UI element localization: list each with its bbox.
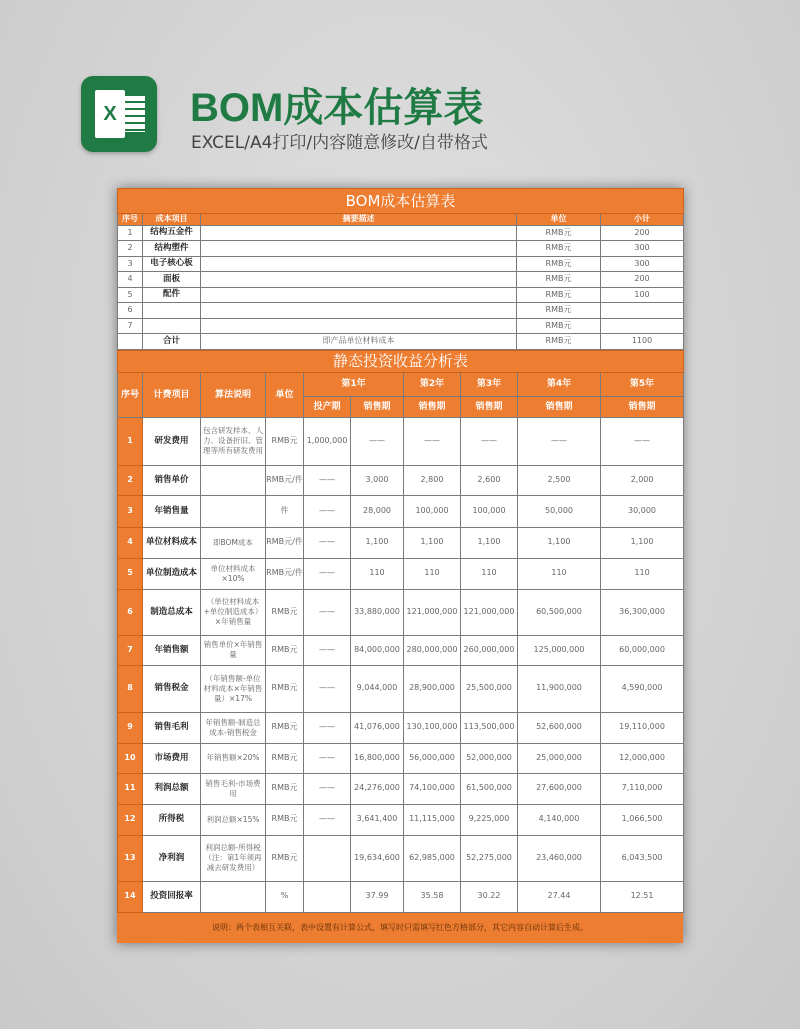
table-cell[interactable]: 110 bbox=[518, 558, 601, 589]
table-cell[interactable]: RMB元 bbox=[517, 256, 601, 272]
table-cell[interactable]: 12.51 bbox=[601, 881, 684, 912]
table-row bbox=[118, 635, 684, 665]
table-cell[interactable]: 2 bbox=[118, 465, 143, 495]
table-cell[interactable]: 23,460,000 bbox=[518, 835, 601, 881]
table-cell[interactable]: 110 bbox=[601, 558, 684, 589]
table-cell[interactable]: 销售税金 bbox=[143, 665, 201, 712]
column-header: 单位 bbox=[517, 214, 601, 226]
table-cell[interactable]: —— bbox=[304, 589, 351, 635]
table-cell[interactable]: 净利润 bbox=[143, 835, 201, 881]
table-cell[interactable] bbox=[601, 303, 684, 319]
table-row bbox=[118, 256, 684, 272]
table-cell[interactable]: 60,000,000 bbox=[601, 635, 684, 665]
table-cell[interactable]: 52,275,000 bbox=[461, 835, 518, 881]
table-cell[interactable]: 结构塑件 bbox=[143, 241, 201, 257]
table-row bbox=[118, 773, 684, 804]
table-cell[interactable]: RMB元 bbox=[517, 287, 601, 303]
table-cell[interactable]: 30.22 bbox=[461, 881, 518, 912]
note: 说明：两个表相互关联，表中设置有计算公式，填写时只需填写红色方格部分，其它内容自动计算后生成。 bbox=[117, 913, 683, 943]
table-cell[interactable]: —— bbox=[304, 527, 351, 558]
table-row bbox=[118, 241, 684, 257]
column-header: 序号 bbox=[118, 372, 143, 417]
table-cell[interactable]: 5 bbox=[118, 558, 143, 589]
column-header: 单位 bbox=[266, 372, 304, 417]
table-cell[interactable]: 27,600,000 bbox=[518, 773, 601, 804]
table-cell[interactable]: 130,100,000 bbox=[404, 712, 461, 743]
table-cell[interactable]: RMB元/件 bbox=[266, 558, 304, 589]
table-cell[interactable]: RMB元 bbox=[517, 303, 601, 319]
table-cell[interactable]: 300 bbox=[601, 256, 684, 272]
table-cell[interactable]: 6,043,500 bbox=[601, 835, 684, 881]
table-cell[interactable]: 19,634,600 bbox=[351, 835, 404, 881]
table-cell[interactable]: 19,110,000 bbox=[601, 712, 684, 743]
table-cell[interactable]: 7 bbox=[118, 635, 143, 665]
table-cell[interactable]: RMB元 bbox=[266, 712, 304, 743]
table-cell[interactable] bbox=[304, 881, 351, 912]
table-cell[interactable]: 52,600,000 bbox=[518, 712, 601, 743]
table-cell[interactable]: 13 bbox=[118, 835, 143, 881]
table-cell[interactable]: 2,500 bbox=[518, 465, 601, 495]
table-cell[interactable]: 56,000,000 bbox=[404, 743, 461, 773]
phase-header: 销售期 bbox=[601, 396, 684, 417]
table-cell[interactable]: 12,000,000 bbox=[601, 743, 684, 773]
table-cell[interactable]: 28,000 bbox=[351, 495, 404, 527]
table-cell[interactable]: 利润总额-所得税（注：第1年须再减去研发费用） bbox=[201, 835, 266, 881]
table-row bbox=[118, 881, 684, 912]
table-cell[interactable]: 1,066,500 bbox=[601, 804, 684, 835]
table-cell[interactable]: 2,000 bbox=[601, 465, 684, 495]
table-cell[interactable]: 52,000,000 bbox=[461, 743, 518, 773]
table-cell[interactable]: RMB元 bbox=[517, 318, 601, 334]
table-cell[interactable]: 37.99 bbox=[351, 881, 404, 912]
table-cell[interactable]: 4 bbox=[118, 272, 143, 288]
bom-title: BOM成本估算表 bbox=[118, 189, 684, 214]
table-cell[interactable]: 结构五金件 bbox=[143, 225, 201, 241]
table-cell[interactable]: —— bbox=[304, 773, 351, 804]
table-cell[interactable]: 单位材料成本×10% bbox=[201, 558, 266, 589]
bom-table bbox=[117, 188, 684, 350]
table-cell[interactable]: 280,000,000 bbox=[404, 635, 461, 665]
table-cell[interactable]: 1 bbox=[118, 225, 143, 241]
table-cell[interactable]: 50,000 bbox=[518, 495, 601, 527]
table-cell[interactable]: 即BOM成本 bbox=[201, 527, 266, 558]
table-row bbox=[118, 558, 684, 589]
table-cell[interactable]: 11,115,000 bbox=[404, 804, 461, 835]
column-header: 成本项目 bbox=[143, 214, 201, 226]
table-cell[interactable]: —— bbox=[404, 417, 461, 465]
table-cell[interactable]: 销售单价 bbox=[143, 465, 201, 495]
table-cell[interactable]: 300 bbox=[601, 241, 684, 257]
table-row bbox=[118, 465, 684, 495]
table-row bbox=[118, 318, 684, 334]
table-cell[interactable]: —— bbox=[461, 417, 518, 465]
column-header: 摘要描述 bbox=[201, 214, 517, 226]
table-cell[interactable]: 36,300,000 bbox=[601, 589, 684, 635]
year-header: 第2年 bbox=[404, 372, 461, 396]
table-row bbox=[118, 589, 684, 635]
table-cell[interactable]: 35.58 bbox=[404, 881, 461, 912]
table-cell[interactable]: 即产品单位材料成本 bbox=[201, 334, 517, 350]
table-cell[interactable]: 年销售额×20% bbox=[201, 743, 266, 773]
table-cell[interactable]: 11 bbox=[118, 773, 143, 804]
table-cell[interactable]: 制造总成本 bbox=[143, 589, 201, 635]
table-cell[interactable]: 62,985,000 bbox=[404, 835, 461, 881]
table-cell[interactable]: 14 bbox=[118, 881, 143, 912]
table-cell[interactable] bbox=[143, 303, 201, 319]
table-row bbox=[118, 287, 684, 303]
table-row bbox=[118, 225, 684, 241]
year-header: 第5年 bbox=[601, 372, 684, 396]
table-cell[interactable]: 100,000 bbox=[461, 495, 518, 527]
table-cell[interactable]: 1,100 bbox=[518, 527, 601, 558]
table-cell[interactable]: 24,276,000 bbox=[351, 773, 404, 804]
table-cell[interactable]: 3 bbox=[118, 256, 143, 272]
table-cell[interactable]: 6 bbox=[118, 303, 143, 319]
table-cell[interactable]: 所得税 bbox=[143, 804, 201, 835]
table-cell[interactable]: RMB元 bbox=[517, 334, 601, 350]
table-cell[interactable]: RMB元 bbox=[266, 804, 304, 835]
table-cell[interactable]: 1,100 bbox=[601, 527, 684, 558]
table-cell[interactable] bbox=[201, 303, 517, 319]
table-cell[interactable]: 84,000,000 bbox=[351, 635, 404, 665]
table-cell[interactable] bbox=[304, 835, 351, 881]
table-cell[interactable]: 30,000 bbox=[601, 495, 684, 527]
table-cell[interactable]: 41,076,000 bbox=[351, 712, 404, 743]
table-cell[interactable]: 1 bbox=[118, 417, 143, 465]
table-cell[interactable]: 9,044,000 bbox=[351, 665, 404, 712]
table-cell[interactable]: 利润总额×15% bbox=[201, 804, 266, 835]
table-row bbox=[118, 334, 684, 350]
table-row bbox=[118, 417, 684, 465]
table-cell[interactable]: 4,590,000 bbox=[601, 665, 684, 712]
table-cell[interactable]: 3,000 bbox=[351, 465, 404, 495]
table-cell[interactable]: RMB元 bbox=[266, 743, 304, 773]
table-cell[interactable]: 110 bbox=[404, 558, 461, 589]
table-cell[interactable] bbox=[201, 495, 266, 527]
table-cell[interactable]: （年销售额-单位材料成本×年销售量）×17% bbox=[201, 665, 266, 712]
table-cell[interactable]: 33,880,000 bbox=[351, 589, 404, 635]
table-row bbox=[118, 804, 684, 835]
table-cell[interactable]: 11,900,000 bbox=[518, 665, 601, 712]
table-cell[interactable] bbox=[201, 465, 266, 495]
table-cell[interactable]: 配件 bbox=[143, 287, 201, 303]
table-cell[interactable]: 1,100 bbox=[351, 527, 404, 558]
table-cell[interactable]: —— bbox=[304, 743, 351, 773]
table-cell[interactable]: 12 bbox=[118, 804, 143, 835]
table-cell[interactable]: 113,500,000 bbox=[461, 712, 518, 743]
table-cell[interactable]: 8 bbox=[118, 665, 143, 712]
table-cell[interactable]: 100,000 bbox=[404, 495, 461, 527]
table-cell[interactable]: RMB元 bbox=[517, 241, 601, 257]
phase-header: 销售期 bbox=[404, 396, 461, 417]
table-cell[interactable]: 3 bbox=[118, 495, 143, 527]
table-cell[interactable]: RMB元 bbox=[266, 665, 304, 712]
table-cell[interactable]: 2,600 bbox=[461, 465, 518, 495]
table-cell[interactable]: 4,140,000 bbox=[518, 804, 601, 835]
table-row bbox=[118, 835, 684, 881]
table-cell[interactable] bbox=[201, 318, 517, 334]
table-cell[interactable]: RMB元 bbox=[266, 835, 304, 881]
table-cell[interactable]: RMB元 bbox=[517, 225, 601, 241]
table-row bbox=[118, 272, 684, 288]
table-cell[interactable] bbox=[143, 318, 201, 334]
table-cell[interactable]: 27.44 bbox=[518, 881, 601, 912]
table-row bbox=[118, 712, 684, 743]
table-cell[interactable]: 110 bbox=[351, 558, 404, 589]
table-cell[interactable]: 年销售额-制造总成本-销售税金 bbox=[201, 712, 266, 743]
table-cell[interactable]: 25,000,000 bbox=[518, 743, 601, 773]
table-row bbox=[118, 303, 684, 319]
table-cell[interactable]: 销售毛利-市场费用 bbox=[201, 773, 266, 804]
table-cell[interactable]: RMB元/件 bbox=[266, 527, 304, 558]
table-cell[interactable]: 市场费用 bbox=[143, 743, 201, 773]
page-title: BOM成本估算表 bbox=[190, 86, 484, 130]
table-cell[interactable]: —— bbox=[304, 558, 351, 589]
year-header: 第3年 bbox=[461, 372, 518, 396]
table-cell[interactable]: 合计 bbox=[143, 334, 201, 350]
table-cell[interactable]: 16,800,000 bbox=[351, 743, 404, 773]
table-cell[interactable]: 7,110,000 bbox=[601, 773, 684, 804]
table-cell[interactable]: 单位制造成本 bbox=[143, 558, 201, 589]
table-cell[interactable]: 260,000,000 bbox=[461, 635, 518, 665]
table-cell[interactable]: 61,500,000 bbox=[461, 773, 518, 804]
table-cell[interactable]: 100 bbox=[601, 287, 684, 303]
table-cell[interactable]: 5 bbox=[118, 287, 143, 303]
table-cell[interactable]: 研发费用 bbox=[143, 417, 201, 465]
table-cell[interactable]: 年销售额 bbox=[143, 635, 201, 665]
table-cell[interactable]: 10 bbox=[118, 743, 143, 773]
table-cell[interactable]: RMB元 bbox=[266, 635, 304, 665]
page-subtitle: EXCEL/A4打印/内容随意修改/自带格式 bbox=[191, 133, 488, 153]
table-row bbox=[118, 665, 684, 712]
table-cell[interactable] bbox=[201, 256, 517, 272]
table-cell[interactable]: 年销售量 bbox=[143, 495, 201, 527]
table-row bbox=[118, 743, 684, 773]
table-cell[interactable] bbox=[601, 318, 684, 334]
table-cell[interactable]: RMB元 bbox=[517, 272, 601, 288]
table-cell[interactable]: 121,000,000 bbox=[404, 589, 461, 635]
table-cell[interactable]: 121,000,000 bbox=[461, 589, 518, 635]
table-cell[interactable]: 9,225,000 bbox=[461, 804, 518, 835]
table-cell[interactable]: —— bbox=[518, 417, 601, 465]
table-cell[interactable] bbox=[201, 241, 517, 257]
table-cell[interactable]: 7 bbox=[118, 318, 143, 334]
table-cell[interactable]: —— bbox=[304, 635, 351, 665]
table-cell[interactable] bbox=[118, 334, 143, 350]
table-cell[interactable]: 2,800 bbox=[404, 465, 461, 495]
column-header: 算法说明 bbox=[201, 372, 266, 417]
table-row bbox=[118, 527, 684, 558]
table-cell[interactable]: —— bbox=[601, 417, 684, 465]
table-cell[interactable]: 125,000,000 bbox=[518, 635, 601, 665]
table-cell[interactable]: 4 bbox=[118, 527, 143, 558]
table-cell[interactable]: 200 bbox=[601, 272, 684, 288]
year-header: 第1年 bbox=[304, 372, 404, 396]
table-cell[interactable]: 销售单价×年销售量 bbox=[201, 635, 266, 665]
phase-header: 销售期 bbox=[518, 396, 601, 417]
table-cell[interactable]: 28,900,000 bbox=[404, 665, 461, 712]
table-cell[interactable]: 110 bbox=[461, 558, 518, 589]
table-cell[interactable]: 3,641,400 bbox=[351, 804, 404, 835]
table-cell[interactable]: —— bbox=[351, 417, 404, 465]
table-cell[interactable]: —— bbox=[304, 804, 351, 835]
table-cell[interactable]: —— bbox=[304, 712, 351, 743]
table-cell[interactable] bbox=[201, 287, 517, 303]
table-cell[interactable]: 1,100 bbox=[461, 527, 518, 558]
analysis-table bbox=[117, 350, 684, 913]
table-cell[interactable]: —— bbox=[304, 495, 351, 527]
table-cell[interactable]: 1100 bbox=[601, 334, 684, 350]
phase-header: 投产期 bbox=[304, 396, 351, 417]
table-cell[interactable]: 6 bbox=[118, 589, 143, 635]
table-cell[interactable] bbox=[201, 881, 266, 912]
column-header: 小计 bbox=[601, 214, 684, 226]
column-header: 计费项目 bbox=[143, 372, 201, 417]
table-cell[interactable]: 销售毛利 bbox=[143, 712, 201, 743]
table-cell[interactable]: —— bbox=[304, 465, 351, 495]
table-cell[interactable]: 25,500,000 bbox=[461, 665, 518, 712]
excel-logo-icon: X bbox=[81, 76, 157, 152]
analysis-title: 静态投资收益分析表 bbox=[118, 350, 684, 372]
table-cell[interactable]: RMB元 bbox=[266, 773, 304, 804]
table-cell[interactable]: 60,500,000 bbox=[518, 589, 601, 635]
spreadsheet bbox=[117, 188, 683, 943]
table-cell[interactable]: —— bbox=[304, 665, 351, 712]
table-cell[interactable]: 面板 bbox=[143, 272, 201, 288]
table-cell[interactable]: 包含研发样本、人力、设备折旧、管理等所有研发费用 bbox=[201, 417, 266, 465]
column-header: 序号 bbox=[118, 214, 143, 226]
table-cell[interactable]: RMB元 bbox=[266, 417, 304, 465]
phase-header: 销售期 bbox=[351, 396, 404, 417]
table-cell[interactable]: 件 bbox=[266, 495, 304, 527]
table-cell[interactable]: RMB元 bbox=[266, 589, 304, 635]
table-cell[interactable]: 74,100,000 bbox=[404, 773, 461, 804]
year-header: 第4年 bbox=[518, 372, 601, 396]
phase-header: 销售期 bbox=[461, 396, 518, 417]
table-cell[interactable]: 1,000,000 bbox=[304, 417, 351, 465]
table-cell[interactable]: 9 bbox=[118, 712, 143, 743]
table-row bbox=[118, 495, 684, 527]
table-cell[interactable]: 利润总额 bbox=[143, 773, 201, 804]
table-cell[interactable]: 电子核心板 bbox=[143, 256, 201, 272]
table-cell[interactable]: 200 bbox=[601, 225, 684, 241]
table-cell[interactable]: 2 bbox=[118, 241, 143, 257]
table-cell[interactable]: 1,100 bbox=[404, 527, 461, 558]
table-cell[interactable]: RMB元/件 bbox=[266, 465, 304, 495]
table-cell[interactable]: 投资回报率 bbox=[143, 881, 201, 912]
table-cell[interactable]: 单位材料成本 bbox=[143, 527, 201, 558]
table-cell[interactable] bbox=[201, 272, 517, 288]
table-cell[interactable]: （单位材料成本+单位制造成本）×年销售量 bbox=[201, 589, 266, 635]
table-cell[interactable] bbox=[201, 225, 517, 241]
table-cell[interactable]: % bbox=[266, 881, 304, 912]
